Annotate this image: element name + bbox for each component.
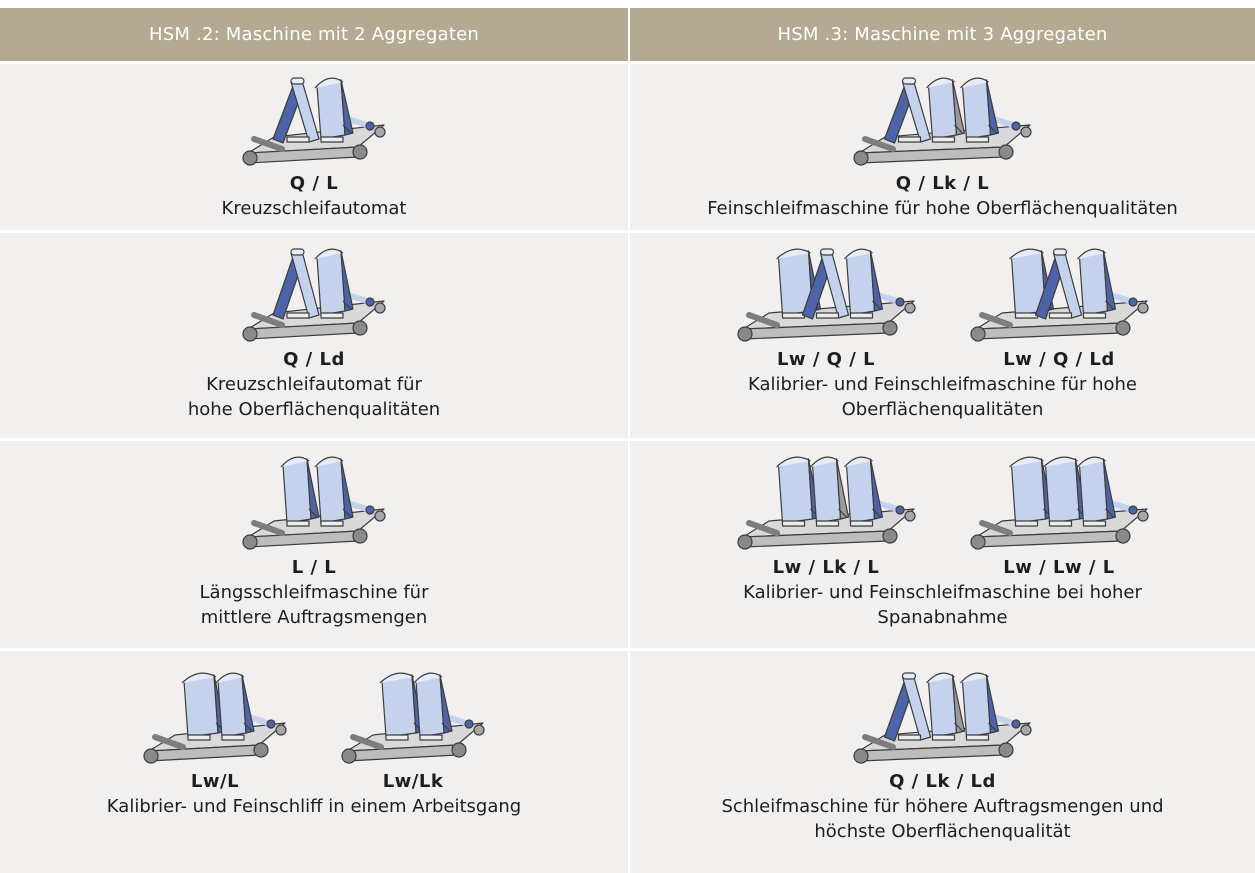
- cell-r2-left: [0, 230, 628, 438]
- description-line: Kreuzschleifautomat für: [206, 374, 422, 395]
- machine-l-l-icon: [234, 451, 394, 551]
- description-line: Oberflächenqualitäten: [841, 399, 1044, 420]
- machine-description: [97, 794, 531, 819]
- machine-code: Lw / Q / L: [776, 349, 876, 370]
- machine-lw-q-ld: [962, 243, 1157, 372]
- description-line: hohe Oberflächenqualitäten: [187, 399, 441, 420]
- cell-r4-left: [0, 648, 628, 873]
- machine-lw-lw-l: [962, 451, 1157, 580]
- description-line: Kreuzschleifautomat: [221, 198, 407, 219]
- machine-q-lk-ld: [845, 667, 1040, 794]
- machine-code: Q / Lk / L: [895, 173, 990, 194]
- machine-q-lk-ld-icon: [845, 667, 1040, 765]
- cell-r4-right: [628, 648, 1255, 873]
- machine-lw-lk-l: [729, 451, 924, 580]
- machine-q-ld: [234, 243, 394, 372]
- machine-description: [697, 196, 1188, 221]
- machine-description: [212, 196, 417, 221]
- machine-description: [190, 580, 439, 630]
- machine-lw-q-ld-icon: [962, 243, 1157, 343]
- machine-code: Lw/Lk: [382, 771, 444, 792]
- machine-q-l-icon: [234, 72, 394, 167]
- description-line: Kalibrier- und Feinschliff in einem Arbeitsgang: [106, 796, 522, 817]
- description-line: Spanabnahme: [877, 607, 1008, 628]
- machine-code: Q / L: [289, 173, 339, 194]
- cell-r3-right: [628, 438, 1255, 648]
- machine-code: L / L: [291, 557, 337, 578]
- description-line: Längsschleifmaschine für: [199, 582, 429, 603]
- machine-code: Q / Lk / Ld: [889, 771, 996, 792]
- cell-r1-left: [0, 61, 628, 230]
- machine-table: [0, 8, 1255, 873]
- machine-lw-lk-l-icon: [729, 451, 924, 551]
- machine-q-lk-l: [845, 72, 1040, 196]
- description-line: Kalibrier- und Feinschleifmaschine für hohe: [747, 374, 1138, 395]
- machine-description: [178, 372, 450, 422]
- machine-code: Lw/L: [190, 771, 240, 792]
- description-line: Feinschleifmaschine für hohe Oberflächenqualitäten: [707, 198, 1178, 219]
- cell-r1-right: [628, 61, 1255, 230]
- machine-code: Lw / Lw / L: [1003, 557, 1115, 578]
- description-line: Kalibrier- und Feinschleifmaschine bei hoher: [743, 582, 1142, 603]
- cell-r3-left: [0, 438, 628, 648]
- machine-q-lk-l-icon: [845, 72, 1040, 167]
- machine-lw-q-l: [729, 243, 924, 372]
- header-hsm2: HSM .2: Maschine mit 2 Aggregaten: [0, 8, 628, 61]
- machine-q-ld-icon: [234, 243, 394, 343]
- description-line: Schleifmaschine für höhere Auftragsmengen und: [721, 796, 1164, 817]
- machine-description: [738, 372, 1147, 422]
- machine-description: [733, 580, 1152, 630]
- machine-lw-lw-l-icon: [962, 451, 1157, 551]
- machine-code: Lw / Lk / L: [772, 557, 880, 578]
- cell-r2-right: [628, 230, 1255, 438]
- machine-q-l: [234, 72, 394, 196]
- machine-lw-q-l-icon: [729, 243, 924, 343]
- machine-description: [711, 794, 1173, 844]
- description-line: höchste Oberflächenqualität: [814, 821, 1071, 842]
- machine-l-l: [234, 451, 394, 580]
- machine-lw-lk: [333, 667, 493, 794]
- description-line: mittlere Auftragsmengen: [200, 607, 428, 628]
- header-hsm3: HSM .3: Maschine mit 3 Aggregaten: [628, 8, 1255, 61]
- machine-code: Lw / Q / Ld: [1003, 349, 1115, 370]
- machine-lw-l: [135, 667, 295, 794]
- machine-code: Q / Ld: [283, 349, 345, 370]
- machine-lw-lk-icon: [333, 667, 493, 765]
- machine-lw-l-icon: [135, 667, 295, 765]
